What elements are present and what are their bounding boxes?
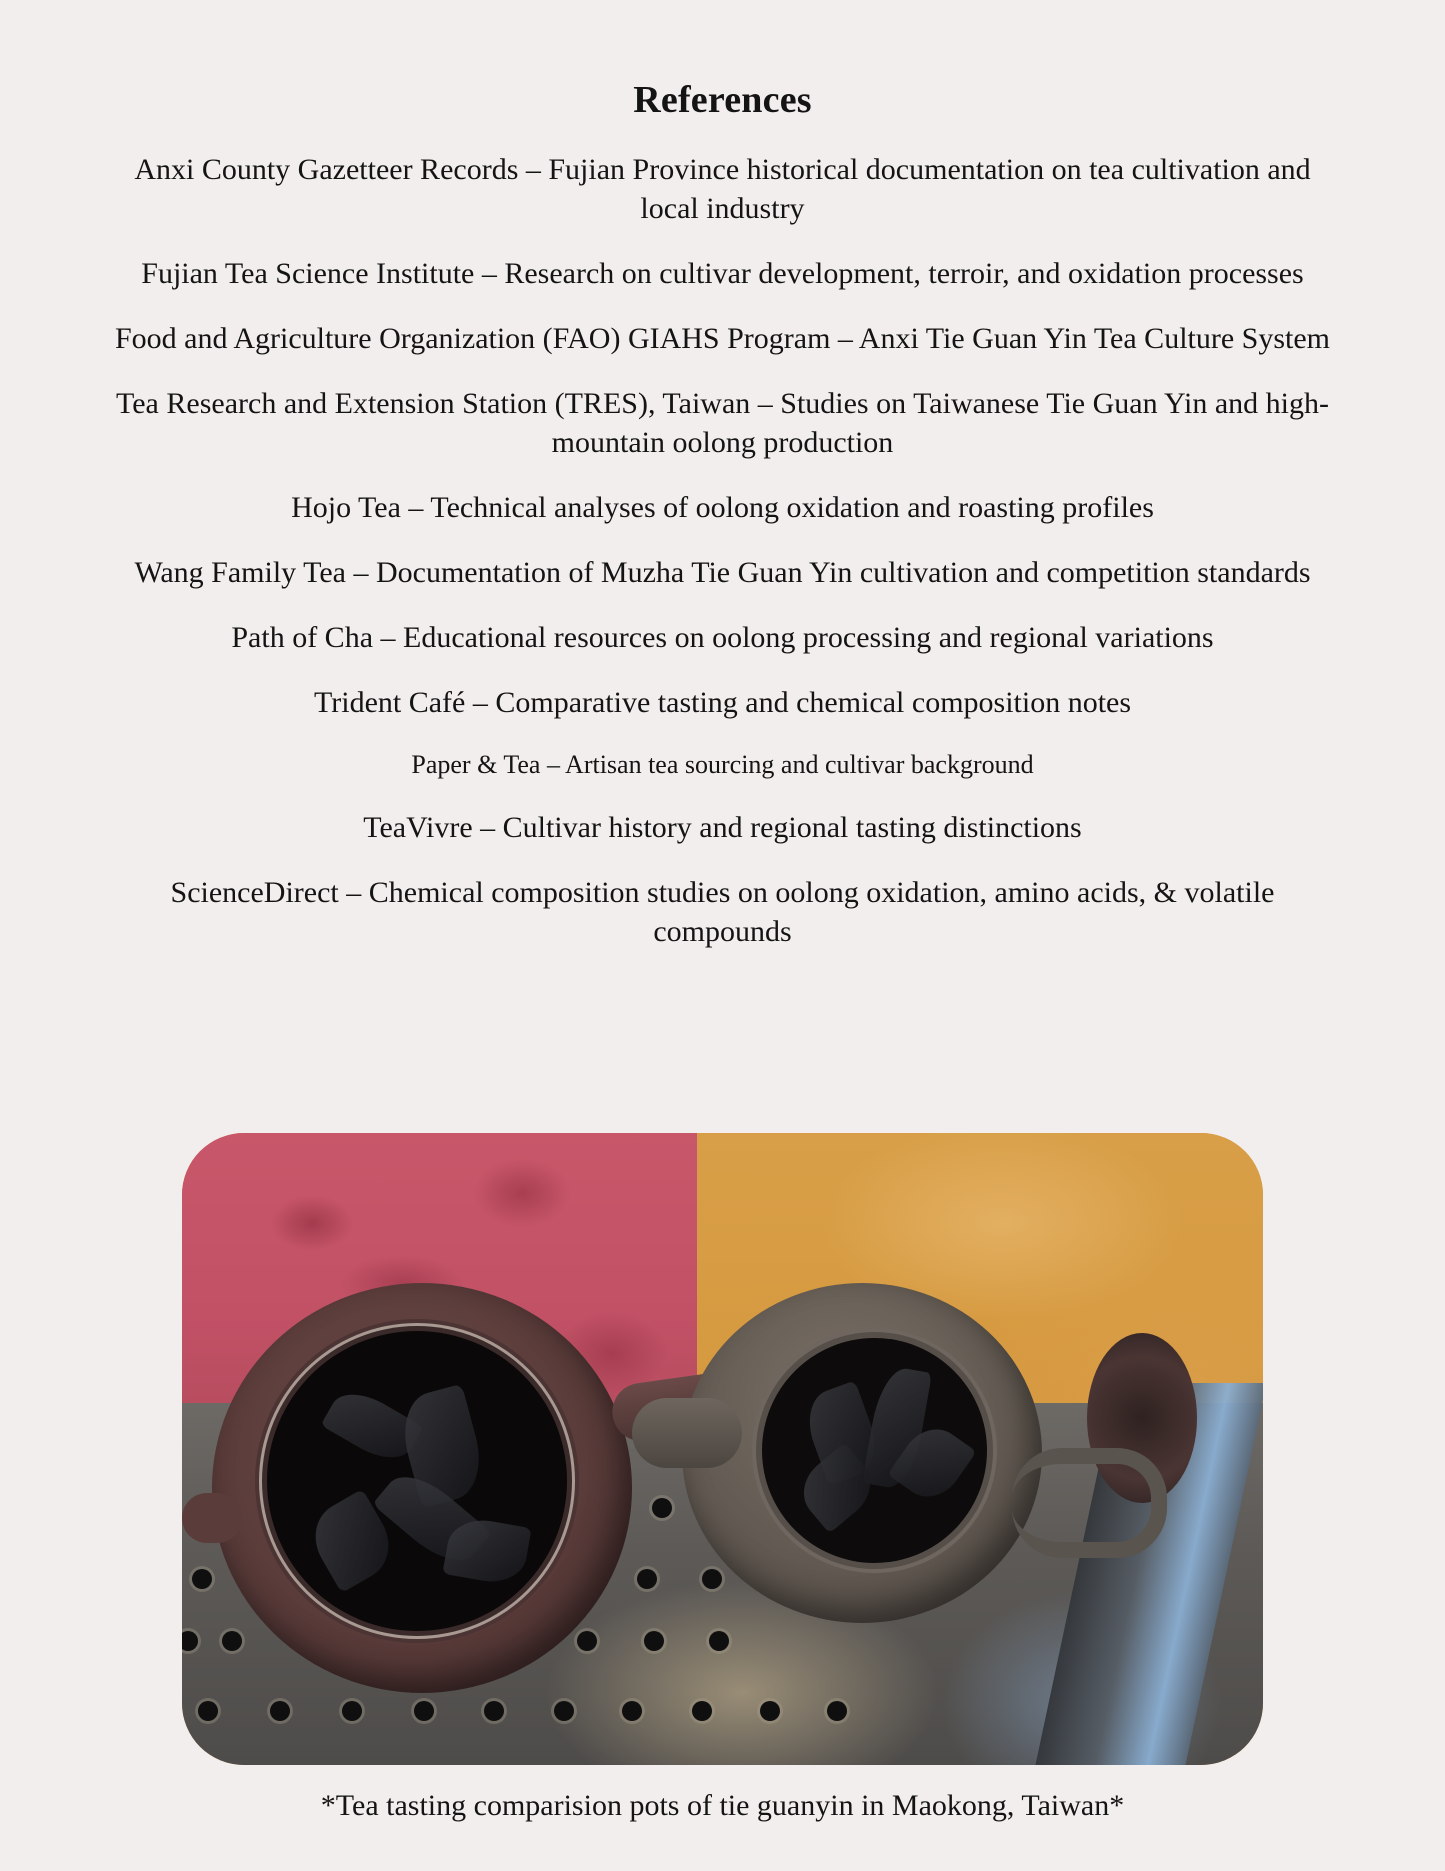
reference-item: Fujian Tea Science Institute – Research on cultivar development, terroir, and oxidation processes bbox=[141, 257, 1304, 290]
photo-caption: *Tea tasting comparision pots of tie guanyin in Maokong, Taiwan* bbox=[320, 1789, 1125, 1822]
tray-hole bbox=[342, 1701, 362, 1721]
tray-hole bbox=[414, 1701, 434, 1721]
tray-hole bbox=[182, 1631, 198, 1651]
tray-hole bbox=[702, 1569, 722, 1589]
teapot-left bbox=[212, 1283, 632, 1693]
tray-hole bbox=[577, 1631, 597, 1651]
tray-hole bbox=[192, 1569, 212, 1589]
reference-item: Path of Cha – Educational resources on oolong processing and regional variations bbox=[231, 621, 1214, 654]
teapots-photo bbox=[182, 1133, 1263, 1765]
reference-item: Trident Café – Comparative tasting and chemical composition notes bbox=[313, 686, 1132, 719]
teapot-handle bbox=[1012, 1448, 1167, 1558]
tray-hole bbox=[760, 1701, 780, 1721]
teapot-opening bbox=[267, 1331, 567, 1631]
reference-item: TeaVivre – Cultivar history and regional tasting distinctions bbox=[363, 811, 1082, 844]
reference-item: Anxi County Gazetteer Records – Fujian Province historical documentation on tea cultivation and local industry bbox=[134, 153, 1311, 225]
tray-hole bbox=[270, 1701, 290, 1721]
teapot-handle bbox=[182, 1493, 242, 1543]
tray-hole bbox=[652, 1498, 672, 1518]
references-list bbox=[70, 150, 1375, 977]
tray-hole bbox=[198, 1701, 218, 1721]
tray-hole bbox=[709, 1631, 729, 1651]
reference-item: Paper & Tea – Artisan tea sourcing and cultivar background bbox=[411, 750, 1034, 779]
tray-hole bbox=[622, 1701, 642, 1721]
tray-hole bbox=[827, 1701, 847, 1721]
reference-item: ScienceDirect – Chemical composition studies on oolong oxidation, amino acids, & volatile compounds bbox=[170, 876, 1275, 948]
teapot-opening bbox=[762, 1338, 987, 1563]
teapot-right bbox=[682, 1283, 1042, 1623]
tray-hole bbox=[554, 1701, 574, 1721]
reference-item: Hojo Tea – Technical analyses of oolong oxidation and roasting profiles bbox=[291, 491, 1154, 524]
reference-item: Food and Agriculture Organization (FAO) GIAHS Program – Anxi Tie Guan Yin Tea Culture System bbox=[114, 322, 1331, 355]
tray-hole bbox=[692, 1701, 712, 1721]
tray-hole bbox=[222, 1631, 242, 1651]
reference-item: Wang Family Tea – Documentation of Muzha Tie Guan Yin cultivation and competition standards bbox=[134, 556, 1311, 589]
tray-hole bbox=[484, 1701, 504, 1721]
page-title: References bbox=[633, 79, 812, 121]
tray-hole bbox=[637, 1569, 657, 1589]
reference-item: Tea Research and Extension Station (TRES), Taiwan – Studies on Taiwanese Tie Guan Yin and high-mountain oolong production bbox=[116, 387, 1329, 459]
tray-hole bbox=[644, 1631, 664, 1651]
teapot-spout bbox=[632, 1398, 742, 1468]
